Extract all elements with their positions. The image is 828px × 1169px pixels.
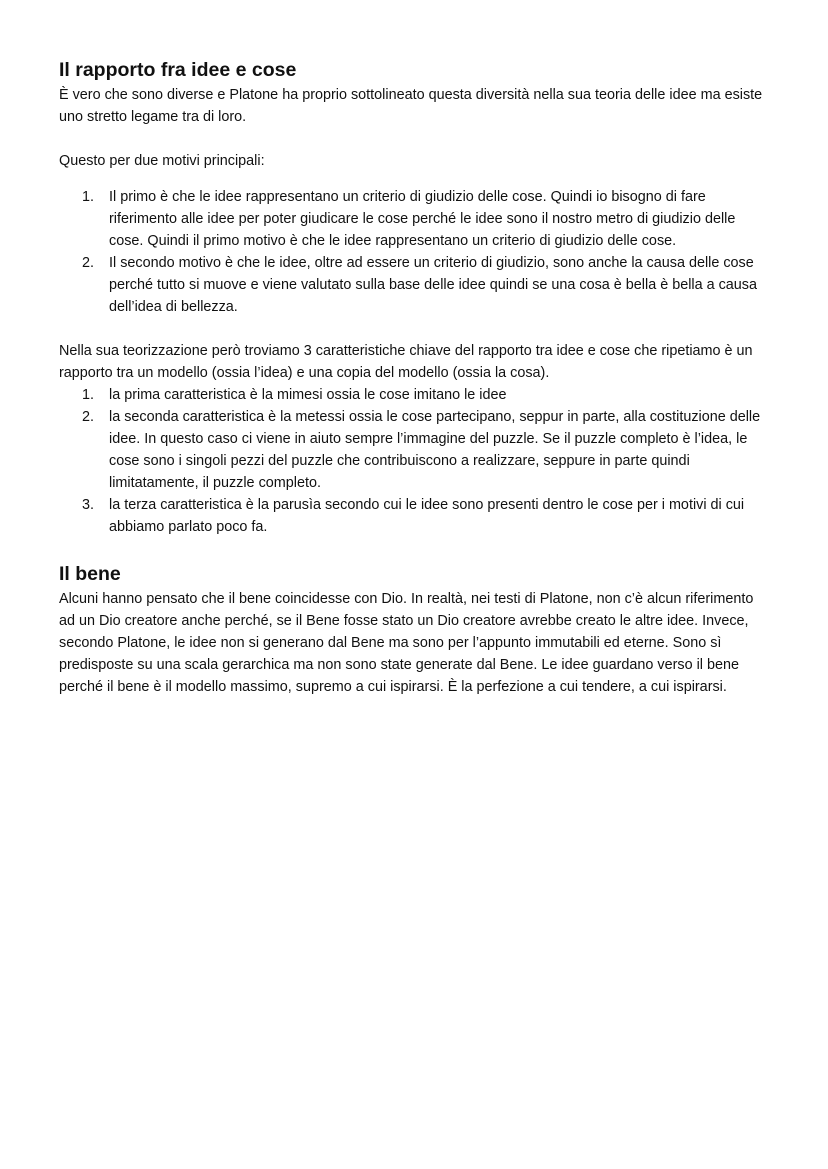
section-bene	[59, 562, 771, 698]
list-item-text: la seconda caratteristica è la metessi ossia le cose partecipano, seppur in parte, alla costituzione delle idee. In questo caso ci viene in aiuto sempre l’immagine del puzzle. Se il puzzle completo è l’idea, le cose sono i singoli pezzi del puzzle che contribuiscono a realizzare, seppure in parte quindi limitatamente, il puzzle completo.	[109, 409, 761, 491]
document-page	[59, 58, 771, 698]
characteristics-intro: Nella sua teorizzazione però troviamo 3 caratteristiche chiave del rapporto tra idee e cose che ripetiamo è un rapporto tra un modello (ossia l’idea) e una copia del modello (ossia la cosa).	[59, 343, 753, 381]
reasons-intro: Questo per due motivi principali:	[59, 153, 265, 169]
list-item	[59, 406, 771, 494]
list-item	[59, 252, 771, 318]
bene-paragraph: Alcuni hanno pensato che il bene coincidesse con Dio. In realtà, nei testi di Platone, non c’è alcun riferimento ad un Dio creatore anche perché, se il Bene fosse stato un Dio creatore avrebbe creato le altre idee. Invece, secondo Platone, le idee non si generano dal Bene ma sono per l’appunto immutabili ed eterne. Sono sì predisposte su una scala gerarchica ma non sono state generate dal Bene. Le idee guardano verso il bene perché il bene è il modello massimo, supremo a cui ispirarsi. È la perfezione a cui tendere, a cui ispirarsi.	[59, 591, 754, 695]
section-title: Il rapporto fra idee e cose	[59, 59, 297, 81]
list-number: 2.	[82, 255, 95, 271]
list-item-text: Il secondo motivo è che le idee, oltre ad essere un criterio di giudizio, sono anche la causa delle cose perché tutto si muove e viene valutato sulla base delle idee quindi se una cosa è bella è bella a causa dell’idea di bellezza.	[109, 255, 758, 315]
list-item-text: la terza caratteristica è la parusìa secondo cui le idee sono presenti dentro le cose per i motivi di cui abbiamo parlato poco fa.	[109, 497, 745, 535]
list-item	[59, 384, 771, 406]
list-item-text: la prima caratteristica è la mimesi ossia le cose imitano le idee	[109, 387, 507, 403]
section-rapporto	[59, 58, 771, 538]
list-number: 1.	[82, 189, 95, 205]
reasons-list	[59, 186, 771, 318]
characteristics-list	[59, 384, 771, 538]
intro-paragraph: È vero che sono diverse e Platone ha proprio sottolineato questa diversità nella sua teoria delle idee ma esiste uno stretto legame tra di loro.	[59, 87, 763, 125]
list-number: 2.	[82, 409, 95, 425]
list-number: 3.	[82, 497, 95, 513]
list-number: 1.	[82, 387, 95, 403]
list-item	[59, 186, 771, 252]
section-title: Il bene	[59, 563, 121, 585]
list-item	[59, 494, 771, 538]
list-item-text: Il primo è che le idee rappresentano un criterio di giudizio delle cose. Quindi io bisogno di fare riferimento alle idee per poter giudicare le cose perché le idee sono il nostro metro di giudizio delle cose. Quindi il primo motivo è che le idee rappresentano un criterio di giudizio delle cose.	[109, 189, 736, 249]
